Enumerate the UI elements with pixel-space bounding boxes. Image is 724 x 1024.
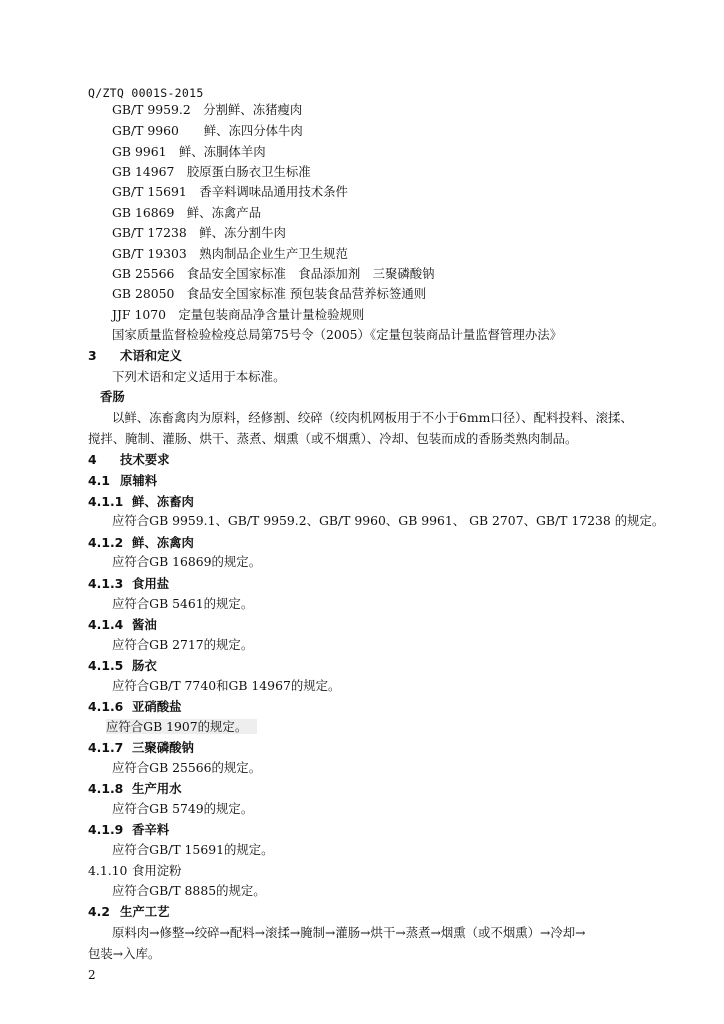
section-title: 原辅料 bbox=[120, 473, 158, 488]
process-flow-line-1: 原料肉→修整→绞碎→配料→滚揉→腌制→灌肠→烘干→蒸煮→烟熏（或不烟熏）→冷却→ bbox=[112, 925, 586, 940]
clause-number: 4.1.1 bbox=[88, 494, 124, 509]
reference-item: GB 9961 鲜、冻胴体羊肉 bbox=[112, 144, 266, 159]
clause-text: 应符合GB 5461的规定。 bbox=[112, 596, 254, 611]
reference-item: GB 14967 胶原蛋白肠衣卫生标准 bbox=[112, 164, 311, 179]
reference-item: GB/T 9959.2 分割鲜、冻猪瘦肉 bbox=[112, 102, 303, 117]
term-heading: 香肠 bbox=[100, 389, 125, 404]
clause-number: 4.1.10 bbox=[88, 863, 128, 878]
term-definition-line-1: 以鲜、冻畜禽肉为原料，经修割、绞碎（绞肉机网板用于不小于6mm口径）、配料投料、滚揉、 bbox=[112, 410, 633, 425]
clause-title: 鲜、冻畜肉 bbox=[132, 494, 194, 509]
clause-number: 4.1.7 bbox=[88, 740, 124, 755]
clause-title: 亚硝酸盐 bbox=[132, 699, 182, 714]
clause-text: 应符合GB 2717的规定。 bbox=[112, 637, 254, 652]
clause-heading bbox=[88, 493, 194, 511]
reference-item: JJF 1070 定量包装商品净含量计量检验规则 bbox=[112, 307, 365, 322]
clause-title: 食用盐 bbox=[132, 576, 170, 591]
clause-title: 鲜、冻禽肉 bbox=[132, 535, 194, 550]
clause-text: 应符合GB 9959.1、GB/T 9959.2、GB/T 9960、GB 9961、 GB 2707、GB/T 17238 的规定。 bbox=[112, 513, 665, 528]
clause-heading bbox=[88, 616, 157, 634]
clause-number: 4.1.2 bbox=[88, 535, 124, 550]
clause-text: 应符合GB 16869的规定。 bbox=[112, 554, 262, 569]
reference-item: 国家质量监督检验检疫总局第75号令（2005）《定量包装商品计量监督管理办法》 bbox=[112, 327, 562, 342]
clause-title: 酱油 bbox=[132, 617, 157, 632]
clause-text: 应符合GB 25566的规定。 bbox=[112, 760, 262, 775]
process-flow-line-2: 包装→入库。 bbox=[88, 946, 161, 961]
clause-heading bbox=[88, 862, 182, 880]
clause-heading bbox=[88, 534, 194, 552]
clause-heading bbox=[88, 575, 169, 593]
reference-item: GB/T 19303 熟肉制品企业生产卫生规范 bbox=[112, 246, 348, 261]
clause-number: 4.1.8 bbox=[88, 781, 124, 796]
section-title: 技术要求 bbox=[120, 452, 170, 467]
clause-number: 4.1.9 bbox=[88, 822, 124, 837]
section-3-intro: 下列术语和定义适用于本标准。 bbox=[112, 369, 286, 384]
page-number: 2 bbox=[88, 968, 96, 982]
section-3-heading bbox=[88, 347, 182, 365]
section-number: 4.1 bbox=[88, 473, 110, 488]
section-number: 4.2 bbox=[88, 904, 110, 919]
clause-title: 生产用水 bbox=[132, 781, 182, 796]
clause-text: 应符合GB/T 15691的规定。 bbox=[112, 842, 274, 857]
reference-item: GB 28050 食品安全国家标准 预包装食品营养标签通则 bbox=[112, 286, 427, 301]
section-title: 生产工艺 bbox=[120, 904, 170, 919]
section-4-1-heading bbox=[88, 472, 157, 490]
clause-heading bbox=[88, 698, 182, 716]
highlighted-text: 应符合GB 1907的规定。 bbox=[106, 719, 257, 734]
clause-text: 应符合GB/T 8885的规定。 bbox=[112, 883, 266, 898]
reference-item: GB/T 15691 香辛料调味品通用技术条件 bbox=[112, 184, 348, 199]
clause-title: 食用淀粉 bbox=[132, 863, 182, 878]
clause-number: 4.1.6 bbox=[88, 699, 124, 714]
clause-heading bbox=[88, 657, 157, 675]
clause-number: 4.1.4 bbox=[88, 617, 124, 632]
clause-heading bbox=[88, 739, 194, 757]
section-number: 4 bbox=[88, 452, 97, 467]
clause-title: 肠衣 bbox=[132, 658, 157, 673]
section-number: 3 bbox=[88, 348, 97, 363]
reference-item: GB/T 17238 鲜、冻分割牛肉 bbox=[112, 225, 286, 240]
clause-heading bbox=[88, 821, 169, 839]
reference-item: GB 16869 鲜、冻禽产品 bbox=[112, 205, 262, 220]
clause-number: 4.1.5 bbox=[88, 658, 124, 673]
clause-text: 应符合GB/T 7740和GB 14967的规定。 bbox=[112, 678, 341, 693]
section-title: 术语和定义 bbox=[120, 348, 182, 363]
term-definition-line-2: 搅拌、腌制、灌肠、烘干、蒸煮、烟熏（或不烟熏）、冷却、包装而成的香肠类熟肉制品。 bbox=[88, 431, 578, 446]
clause-heading bbox=[88, 780, 182, 798]
clause-number: 4.1.3 bbox=[88, 576, 124, 591]
section-4-2-heading bbox=[88, 903, 170, 921]
clause-text bbox=[106, 718, 257, 736]
reference-item: GB 25566 食品安全国家标准 食品添加剂 三聚磷酸钠 bbox=[112, 266, 435, 281]
clause-text: 应符合GB 5749的规定。 bbox=[112, 801, 254, 816]
clause-title: 三聚磷酸钠 bbox=[132, 740, 194, 755]
reference-item: GB/T 9960 鲜、冻四分体牛肉 bbox=[112, 123, 303, 138]
standard-code: Q/ZTQ 0001S-2015 bbox=[88, 86, 204, 100]
clause-title: 香辛料 bbox=[132, 822, 170, 837]
section-4-heading bbox=[88, 451, 170, 469]
